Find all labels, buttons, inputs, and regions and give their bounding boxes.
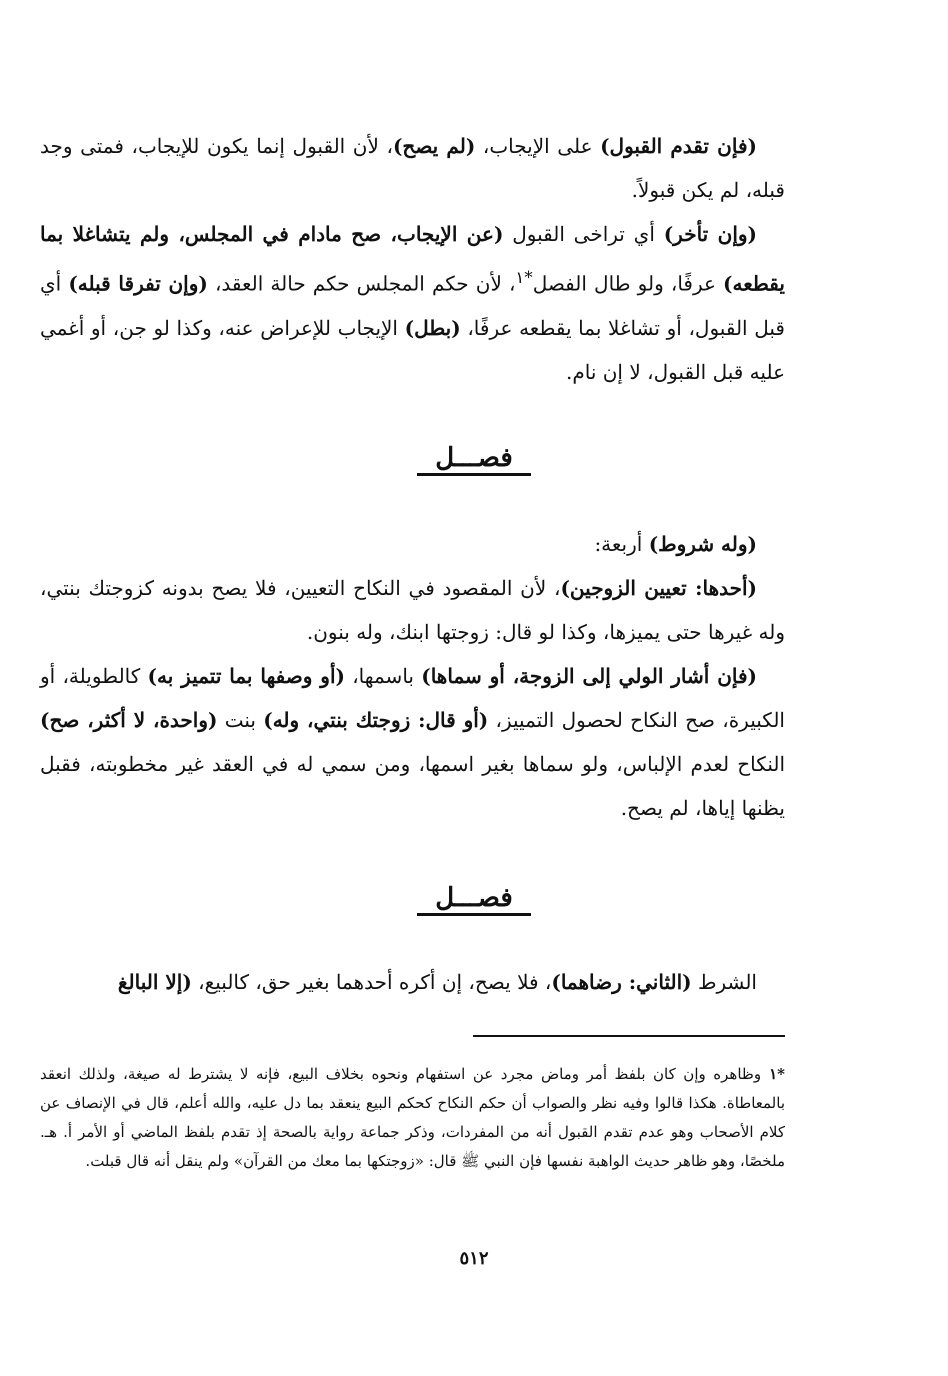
text-run: ، لأن المقصود في النكاح التعيين، فلا يصح بدونه كزوجتك بنتي، وله غيرها حتى يميزها، وكذا لو قال: زوجتها ابنك، وله بنون. <box>40 576 785 644</box>
text-run: باسمها، <box>344 664 422 688</box>
bold-phrase: (وله شروط) <box>648 532 757 556</box>
section-1 <box>40 124 785 394</box>
heading-text: فصـــل <box>417 883 531 916</box>
text-run: النكاح لعدم الإلباس، ولو سماها بغير اسمها، ومن سمي له في العقد غير مخطوبته، فقبل يظنها إياها، لم يصح. <box>40 752 785 820</box>
bold-phrase: (فإن تقدم القبول) <box>600 134 757 158</box>
text-run: أي قبل القبول، أو تشاغلا بما يقطعه عرفًا، <box>40 271 785 340</box>
paragraph <box>40 522 785 566</box>
bold-phrase: (عن الإيجاب، صح مادام في المجلس، ولم يتشاغلا بما يقطعه) <box>40 222 785 296</box>
bold-phrase: (واحدة، لا أكثر، صح) <box>40 708 218 732</box>
text-run: أي تراخى القبول <box>503 222 664 246</box>
footnote-paragraph <box>40 1060 785 1176</box>
section-heading <box>0 438 948 478</box>
paragraph <box>40 654 785 830</box>
text-run: ، لأن حكم المجلس حكم حالة العقد، <box>207 271 516 296</box>
footnote-marker: *١ <box>769 1065 785 1083</box>
footnote-text: وظاهره وإن كان بلفظ أمر وماض مجرد عن استفهام ونحوه بخلاف البيع، فإنه لا يشترط له صيغة، ولذلك انعقد بالمعاطاة. هكذا قالوا وفيه نظر والصواب أن حكم النكاح كحكم البيع ينعقد بما دل عليه، والله أعلم، قال في الإنصاف عن كلام الأصحاب وهو عدم تقدم القبول أنه من المفردات، وذكر جماعة رواية بالصحة إذ تقدم بلفظ الماضي أو الأمر أ. هـ. ملخصًا، وهو ظاهر حديث الواهبة نفسها فإن النبي ﷺ قال: «زوجتكها بما معك من القرآن» ولم ينقل أنه قال قبلت. <box>40 1065 785 1170</box>
text-run: الإيجاب للإعراض عنه، وكذا لو جن، أو أغمي عليه قبل القبول، لا إن نام. <box>40 315 785 384</box>
paragraph <box>40 566 785 654</box>
section-heading <box>0 878 948 918</box>
bold-phrase: (وإن تأخر) <box>663 222 757 246</box>
paragraph <box>40 124 785 212</box>
text-run: ، لأن القبول إنما يكون للإيجاب، فمتى وجد قبله، لم يكن قبولاً. <box>40 134 785 202</box>
page-number: ٥١٢ <box>459 1248 489 1269</box>
paragraph <box>40 212 785 394</box>
paragraph <box>40 960 785 1004</box>
bold-phrase: (الثاني: رضاهما) <box>551 970 692 994</box>
bold-phrase: (وإن تفرقا قبله) <box>68 271 208 296</box>
footnote-reference[interactable]: *١ <box>515 268 533 287</box>
section-2 <box>40 522 785 830</box>
bold-phrase: (فإن أشار الولي إلى الزوجة، أو سماها) <box>421 664 757 688</box>
bold-phrase: (لم يصح) <box>392 134 476 158</box>
footnote-divider <box>473 1035 785 1037</box>
text-run: الشرط <box>691 970 757 994</box>
text-run: على الإيجاب، <box>475 134 601 158</box>
bold-phrase: (أو وصفها بما تتميز به) <box>147 664 345 688</box>
section-3 <box>40 960 785 1004</box>
text-run: كالطويلة، أو الكبيرة، صح النكاح لحصول التمييز، <box>40 664 785 732</box>
footnote <box>40 1060 785 1176</box>
bold-phrase: (بطل) <box>404 315 461 340</box>
text-run: عرفًا، ولو طال الفصل <box>532 271 724 296</box>
heading-text: فصـــل <box>417 443 531 476</box>
bold-phrase: (أحدها: تعيين الزوجين) <box>560 576 758 600</box>
text-run: ، فلا يصح، إن أكره أحدهما بغير حق، كالبيع، <box>191 970 552 994</box>
bold-phrase: (أو قال: زوجتك بنتي، وله) <box>263 708 489 732</box>
text-run: أربعة: <box>594 532 649 556</box>
text-run: بنت <box>217 708 264 732</box>
bold-phrase: (إلا البالغ <box>117 970 192 994</box>
